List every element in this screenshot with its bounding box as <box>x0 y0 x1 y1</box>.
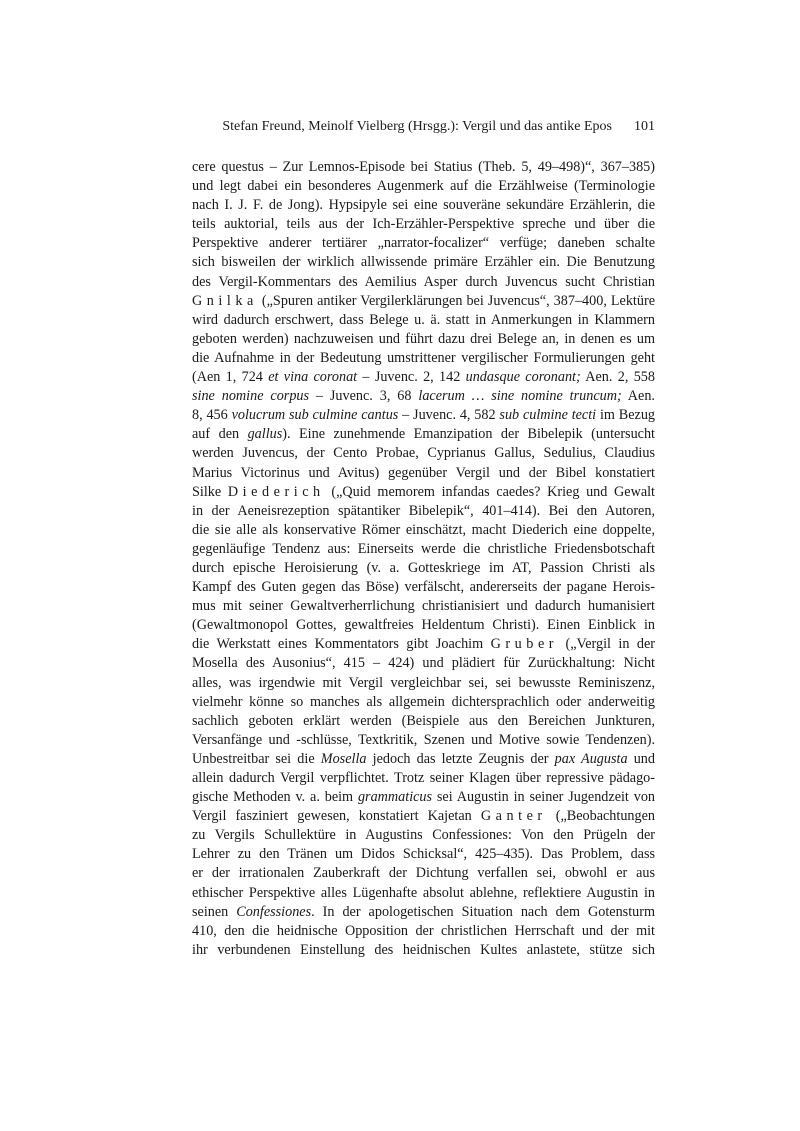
text-segment: („Quid memorem infandas caedes? Krieg und Gewalt <box>324 483 655 500</box>
text-line <box>192 387 655 406</box>
text-segment: durch epische Heroisierung (v. a. Gotteskriege im AT, Passion Christi als <box>192 559 655 576</box>
text-segment: geboten werden) nachzuweisen und führt dazu drei Belege an, in denen es um <box>192 330 655 347</box>
text-line <box>192 769 655 788</box>
text-line <box>192 864 655 883</box>
text-segment: und legt dabei ein besonderes Augenmerk auf die Erzählweise (Terminologie <box>192 178 655 195</box>
text-segment: sei Augustin in seiner Jugendzeit von <box>432 789 655 806</box>
text-line <box>192 444 655 463</box>
text-line <box>192 941 655 960</box>
text-line <box>192 731 655 750</box>
text-segment: (Gewaltmonopol Gottes, gewaltfreies Heldentum Christi). Einen Einblick in <box>192 617 655 634</box>
text-segment: sich bisweilen der wirklich allwissende primäre Erzähler ein. Die Benutzung <box>192 254 655 271</box>
text-line <box>192 349 655 368</box>
text-segment: die Aufnahme in der Bedeutung umstrittener vergilischer Formulierungen geht <box>192 349 655 366</box>
text-segment: des Vergil-Kommentars des Aemilius Asper durch Juvencus sucht Christian <box>192 273 655 290</box>
text-segment: 410, den die heidnische Opposition der christlichen Herrschaft und der mit <box>192 922 655 939</box>
text-line <box>192 693 655 712</box>
body-text <box>192 158 655 960</box>
text-line <box>192 406 655 425</box>
text-line <box>192 425 655 444</box>
text-line <box>192 521 655 540</box>
text-segment: Aen. <box>621 388 655 405</box>
text-line <box>192 712 655 731</box>
text-line <box>192 292 655 311</box>
text-line <box>192 234 655 253</box>
text-line <box>192 464 655 483</box>
text-segment: jedoch das letzte Zeugnis der <box>366 750 555 767</box>
text-segment: 8, 456 <box>192 407 232 424</box>
text-segment: zu Vergils Schullektüre in Augustins Confessiones: Von den Prügeln der <box>192 827 655 844</box>
text-segment: („Vergil in der <box>558 636 655 653</box>
text-segment: vielmehr könne so manches als allgemein dichtersprachlich oder anderweitig <box>192 693 655 710</box>
text-line <box>192 196 655 215</box>
text-segment: Mosella des Ausonius“, 415 – 424) und plädiert für Zurückhaltung: Nicht <box>192 655 655 672</box>
italic-text: sine nomine corpus <box>192 388 310 405</box>
text-segment: er der irrationalen Zauberkraft der Dichtung verfallen sei, obwohl er aus <box>192 865 655 882</box>
italic-text: grammaticus <box>357 789 433 806</box>
italic-text: undasque coronant; <box>465 369 581 386</box>
text-line <box>192 597 655 616</box>
text-segment: sachlich geboten erklärt werden (Beispiele aus den Bereichen Junkturen, <box>192 712 655 729</box>
italic-text: volucrum sub culmine cantus <box>231 407 399 424</box>
text-line <box>192 330 655 349</box>
italic-text: pax Augusta <box>554 750 628 767</box>
author-name: Ganter <box>480 808 547 825</box>
text-line <box>192 674 655 693</box>
text-segment: Marius Victorinus und Avitus) gegenüber Vergil und der Bibel konstatiert <box>192 464 655 481</box>
text-line <box>192 788 655 807</box>
text-segment: und <box>627 750 655 767</box>
italic-text: gallus <box>247 426 283 443</box>
text-line <box>192 177 655 196</box>
text-line <box>192 750 655 769</box>
text-line <box>192 578 655 597</box>
text-line <box>192 616 655 635</box>
text-segment: – Juvenc. 4, 582 <box>398 407 500 424</box>
text-segment: die sie alle als konservative Römer einschätzt, macht Diederich eine doppelte, <box>192 521 655 538</box>
text-segment: (Aen 1, 724 <box>192 369 269 386</box>
text-line <box>192 158 655 177</box>
text-segment: Silke <box>192 483 228 500</box>
running-header <box>192 119 655 135</box>
text-segment: Aen. 2, 558 <box>580 369 655 386</box>
text-line <box>192 540 655 559</box>
author-name: Diederich <box>227 483 325 500</box>
italic-text: et vina coronat <box>268 369 358 386</box>
text-segment: Lehrer zu den Tränen um Didos Schicksal“, 425–435). Das Problem, dass <box>192 846 655 863</box>
page-number: 101 <box>634 119 655 134</box>
text-segment: teils auktorial, teils aus der Ich-Erzähler-Perspektive spreche und über die <box>192 216 655 233</box>
text-segment: Unbestreitbar sei die <box>192 750 321 767</box>
text-line <box>192 215 655 234</box>
text-line <box>192 807 655 826</box>
author-name: Gnilka <box>192 292 258 309</box>
text-segment: allein dadurch Vergil verpflichtet. Trotz seiner Klagen über repressive pädago- <box>192 770 655 786</box>
text-segment: mus mit seiner Gewaltverherrlichung christianisiert und dadurch humanisiert <box>192 598 655 615</box>
italic-text: lacerum … sine nomine truncum; <box>418 388 622 405</box>
text-line <box>192 559 655 578</box>
text-segment: Kampf des Guten gegen das Böse) verfälscht, andererseits der pagane Herois- <box>192 579 655 596</box>
text-segment: im Bezug <box>596 407 655 424</box>
text-segment: gische Methoden v. a. beim <box>192 789 358 806</box>
text-segment: in der Aeneisrezeption spätantiker Bibelepik“, 401–414). Bei den Autoren, <box>192 502 655 519</box>
text-segment: („Spuren antiker Vergilerklärungen bei Juvencus“, 387–400, Lektüre <box>257 292 655 309</box>
text-line <box>192 273 655 292</box>
text-segment: nach I. J. F. de Jong). Hypsipyle sei eine souveräne sekundäre Erzählerin, die <box>192 197 655 214</box>
text-segment: ihr verbundenen Einstellung des heidnischen Kultes anlastete, stütze sich <box>192 941 655 958</box>
text-segment: wird dadurch erschwert, dass Belege u. ä. statt in Anmerkungen in Klammern <box>192 311 655 328</box>
text-segment: cere questus – Zur Lemnos-Episode bei Statius (Theb. 5, 49–498)“, 367–385) <box>192 159 655 175</box>
text-line <box>192 253 655 272</box>
text-line <box>192 483 655 502</box>
text-segment: ). Eine zunehmende Emanzipation der Bibelepik (untersucht <box>282 426 655 443</box>
text-line <box>192 884 655 903</box>
text-line <box>192 502 655 521</box>
text-segment: die Werkstatt eines Kommentators gibt Joachim <box>192 636 491 653</box>
text-segment: Perspektive anderer tertiärer „narrator-focalizer“ verfüge; daneben schalte <box>192 235 655 252</box>
text-line <box>192 826 655 845</box>
text-segment: . In der apologetischen Situation nach dem Gotensturm <box>311 903 655 920</box>
text-segment: alles, was irgendwie mit Vergil vergleichbar sei, sei bewusste Reminiszenz, <box>192 674 655 691</box>
text-line <box>192 922 655 941</box>
text-segment: ethischer Perspektive alles Lügenhafte absolut ablehne, reflektiere Augustin in <box>192 884 655 901</box>
text-line <box>192 635 655 654</box>
text-segment: gegenläufige Tendenz aus: Einerseits werde die christliche Friedensbotschaft <box>192 540 655 557</box>
text-line <box>192 654 655 673</box>
text-segment: („Beobachtungen <box>546 808 655 825</box>
text-segment: – Juvenc. 2, 142 <box>357 369 466 386</box>
text-line <box>192 311 655 330</box>
italic-text: Mosella <box>320 750 367 767</box>
author-name: Gruber <box>490 636 559 653</box>
text-line <box>192 845 655 864</box>
italic-text: Confessiones <box>236 903 312 920</box>
text-segment: Vergil fasziniert gewesen, konstatiert Kajetan <box>192 808 481 825</box>
text-segment: seinen <box>192 903 237 920</box>
text-segment: auf den <box>192 426 248 443</box>
text-line <box>192 368 655 387</box>
text-segment: werden Juvencus, der Cento Probae, Cyprianus Gallus, Sedulius, Claudius <box>192 445 655 462</box>
text-segment: Versanfänge und -schlüsse, Textkritik, Szenen und Motive sowie Tendenzen). <box>192 731 655 748</box>
running-title: Stefan Freund, Meinolf Vielberg (Hrsgg.): Vergil und das antike Epos <box>222 119 612 134</box>
italic-text: sub culmine tecti <box>499 407 597 424</box>
text-segment: – Juvenc. 3, 68 <box>309 388 419 405</box>
text-line <box>192 903 655 922</box>
